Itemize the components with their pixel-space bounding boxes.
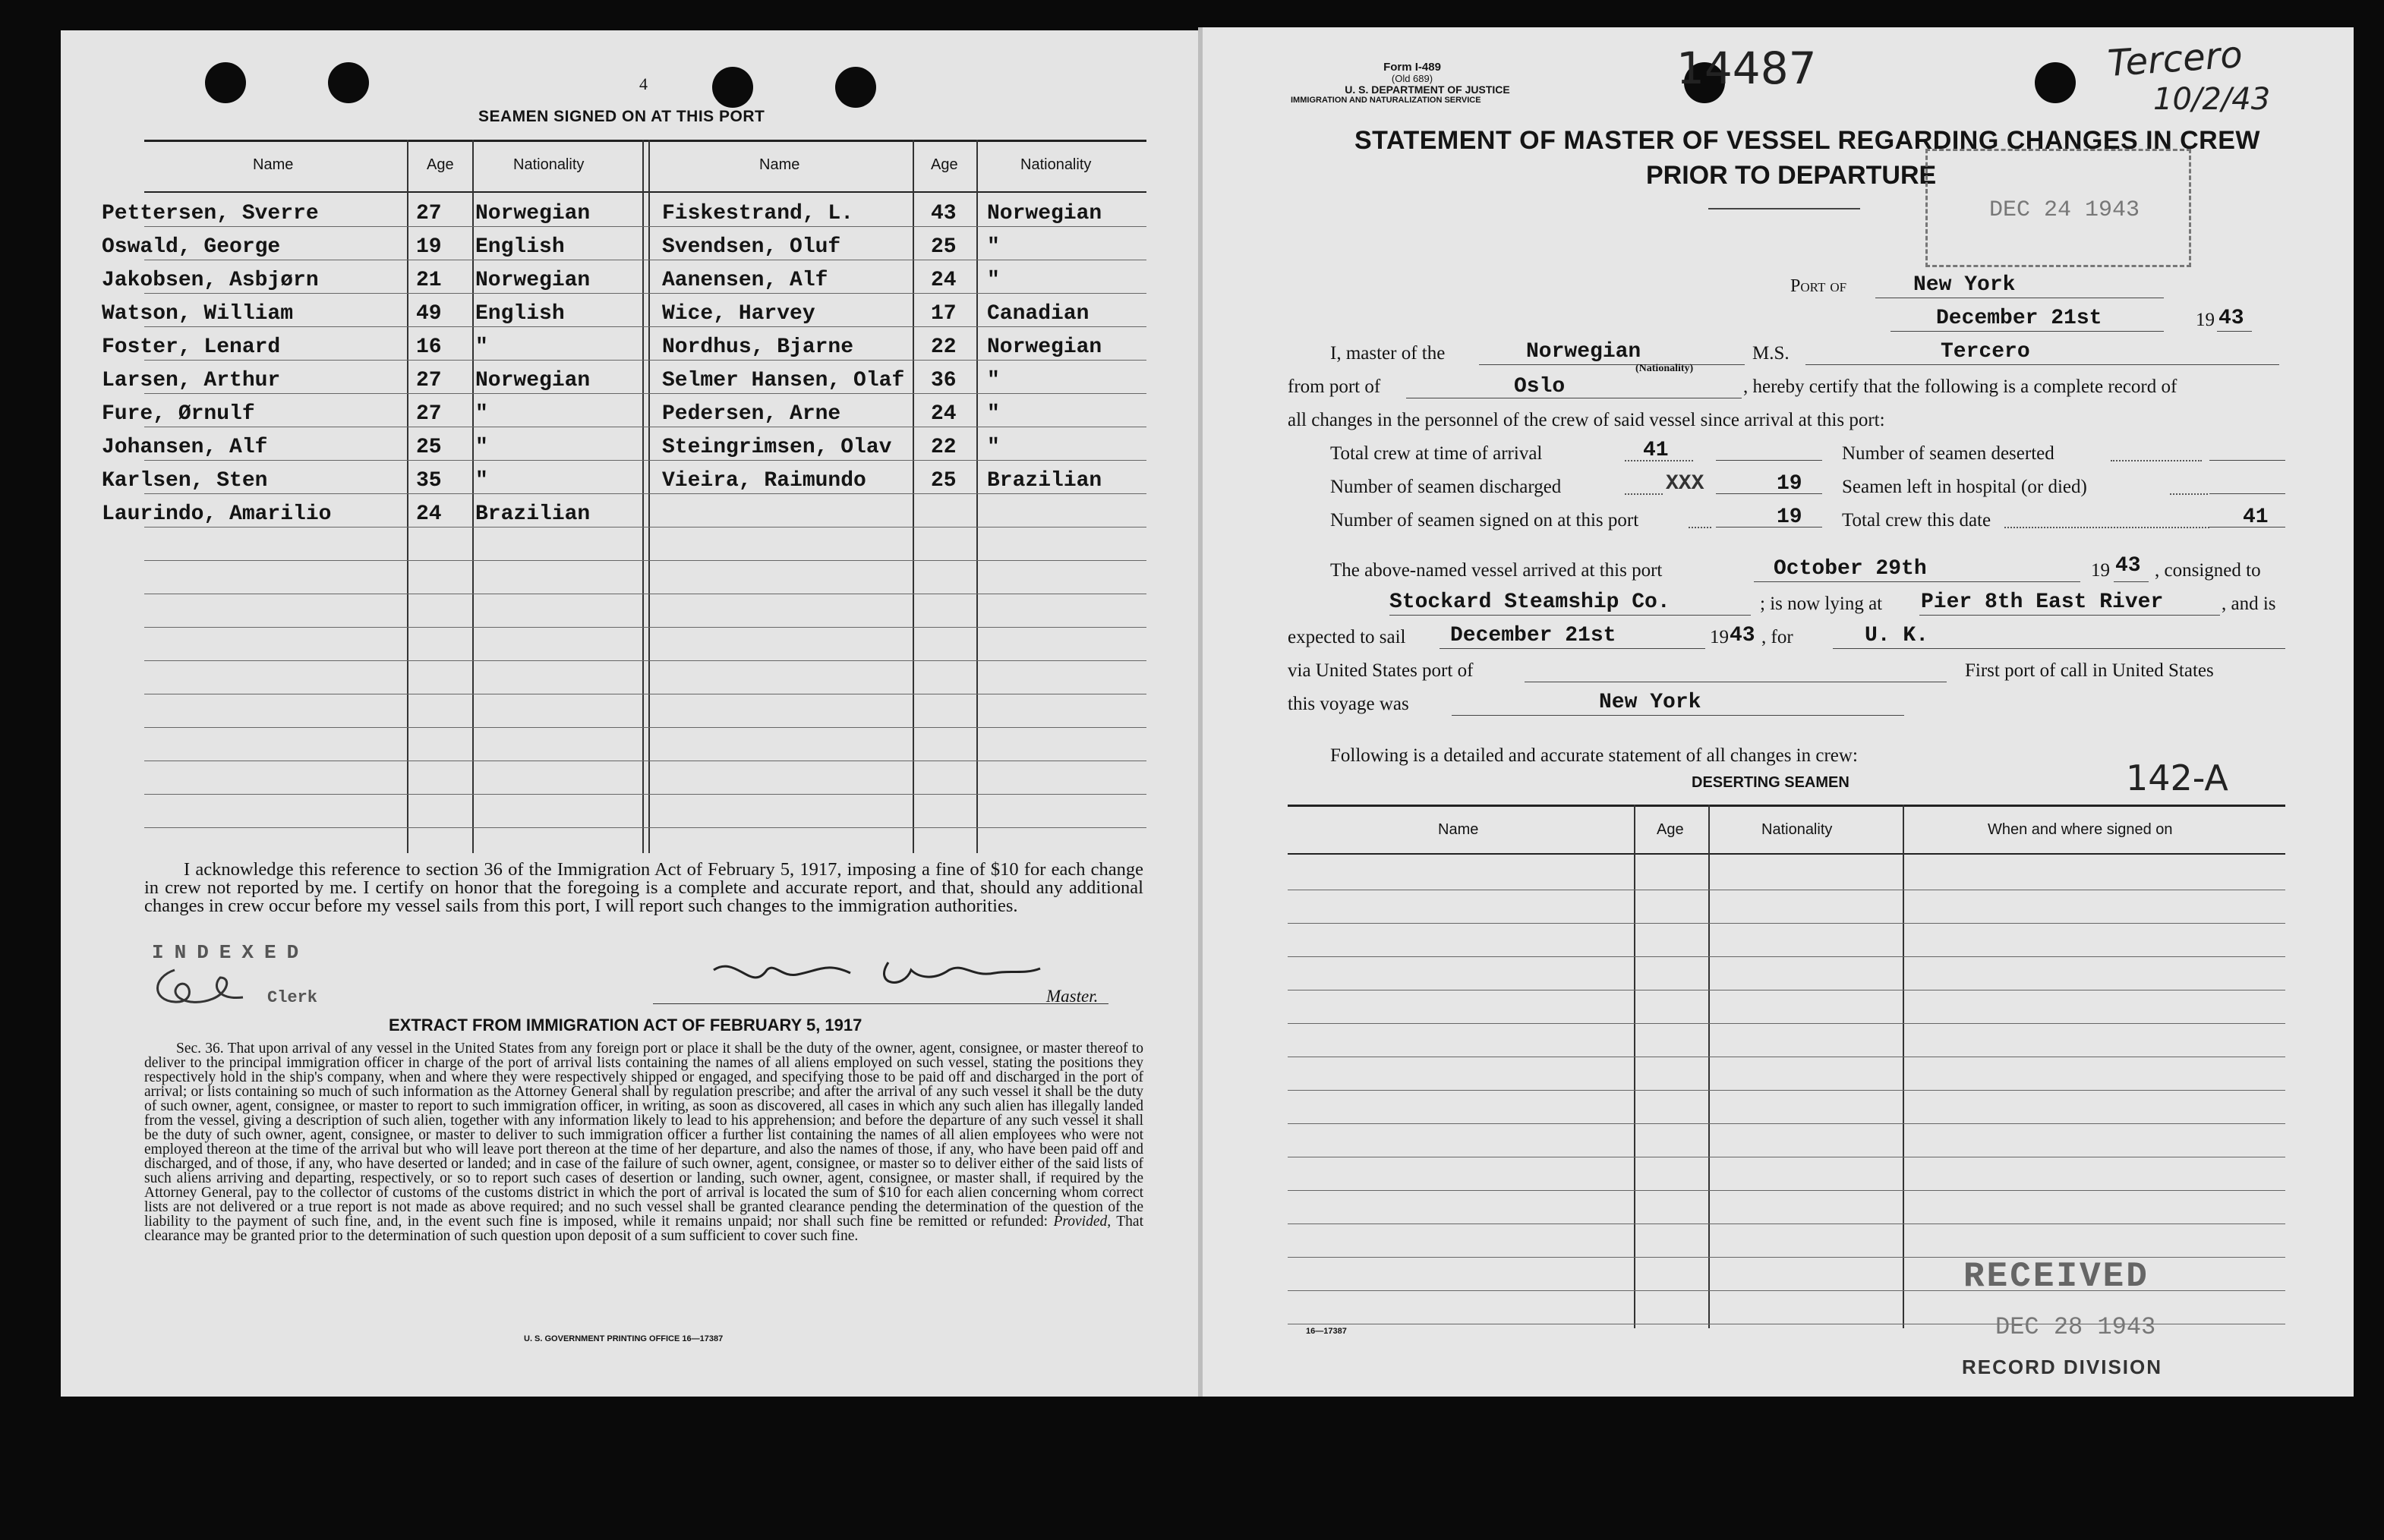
seaman-nationality: English	[475, 235, 565, 259]
seaman-age: 25	[931, 469, 957, 493]
from-port-value: Oslo	[1514, 375, 1566, 398]
for-label: , for	[1761, 627, 1793, 647]
handwritten-date: 10/2/43	[2153, 82, 2271, 117]
col-header-name: Name	[253, 156, 294, 173]
signed-on-label: Number of seamen signed on at this port	[1330, 510, 1639, 531]
seaman-name: Larsen, Arthur	[102, 369, 281, 392]
seaman-name: Vieira, Raimundo	[662, 469, 866, 493]
seaman-age: 24	[931, 402, 957, 426]
destination-value: U. K.	[1865, 624, 1929, 647]
seaman-nationality: "	[987, 402, 1000, 426]
year-prefix: 19	[2196, 310, 2215, 330]
seaman-name: Fure, Ørnulf	[102, 402, 255, 426]
page-number: 4	[639, 74, 648, 93]
col-header-nationality: Nationality	[513, 156, 585, 173]
consignee-value: Stockard Steamship Co.	[1389, 590, 1670, 614]
seaman-age: 49	[416, 302, 442, 326]
seaman-age: 22	[931, 335, 957, 359]
desert-col-signed-on: When and where signed on	[1988, 821, 2173, 838]
following-text: Following is a detailed and accurate statement of all changes in crew:	[1330, 745, 1858, 766]
seaman-name: Johansen, Alf	[102, 436, 268, 459]
arrived-label: The above-named vessel arrived at this port	[1330, 560, 1663, 581]
handwritten-number: 14487	[1676, 43, 1817, 94]
form-code: 16—17387	[1306, 1327, 1347, 1336]
seaman-nationality: Norwegian	[987, 335, 1102, 359]
punch-hole	[712, 67, 753, 108]
first-port-label: First port of call in United States	[1965, 660, 2214, 681]
ms-label: M.S.	[1752, 343, 1790, 364]
seaman-nationality: "	[987, 269, 1000, 292]
seaman-name: Wice, Harvey	[662, 302, 815, 326]
section-label: Sec. 36.	[176, 1041, 224, 1057]
seaman-age: 27	[416, 402, 442, 426]
seaman-name: Selmer Hansen, Olaf	[662, 369, 905, 392]
seaman-nationality: "	[475, 402, 488, 426]
discharged-label: Number of seamen discharged	[1330, 477, 1562, 497]
vessel-value: Tercero	[1941, 340, 2030, 364]
seaman-name: Pettersen, Sverre	[102, 202, 319, 225]
ruled-line	[1288, 956, 2285, 957]
from-port-label: from port of	[1288, 376, 1381, 397]
seaman-nationality: Norwegian	[475, 202, 591, 225]
printer-line: U. S. GOVERNMENT PRINTING OFFICE 16—17387	[524, 1334, 724, 1343]
seaman-name: Karlsen, Sten	[102, 469, 268, 493]
port-of-value: New York	[1913, 273, 2016, 297]
acknowledge-paragraph: I acknowledge this reference to section 36 of the Immigration Act of February 5, 1917, imposing a fine of $10 for each change in crew not reported by me. I certify on honor that the foregoing is a complete and accurate report, and that, should any additional changes in crew occur before my vessel sails from this port, I will report such changes to the immigration authorities.	[144, 859, 1143, 916]
port-of-label: Port of	[1790, 276, 1847, 296]
total-arrival-label: Total crew at time of arrival	[1330, 443, 1543, 464]
ruled-line	[1288, 1190, 2285, 1191]
punch-hole	[835, 67, 876, 108]
punch-hole	[328, 62, 369, 103]
col-header-age: Age	[931, 156, 958, 173]
ruled-line	[1288, 923, 2285, 924]
seaman-nationality: Canadian	[987, 302, 1090, 326]
nationality-value: Norwegian	[1526, 340, 1641, 364]
record-division-stamp: RECORD DIVISION	[1962, 1356, 2163, 1378]
ruled-line	[144, 326, 1146, 327]
total-date-label: Total crew this date	[1842, 510, 1991, 531]
seaman-age: 22	[931, 436, 957, 459]
page-fold	[1198, 27, 1203, 1397]
seaman-name: Svendsen, Oluf	[662, 235, 841, 259]
col-header-nationality: Nationality	[1020, 156, 1092, 173]
year-value: 43	[2218, 307, 2244, 330]
ruled-line	[144, 727, 1146, 728]
deserted-label: Number of seamen deserted	[1842, 443, 2054, 464]
seaman-age: 36	[931, 369, 957, 392]
seaman-age: 27	[416, 202, 442, 225]
seaman-name: Watson, William	[102, 302, 294, 326]
and-is-label: , and is	[2222, 594, 2276, 614]
seaman-age: 21	[416, 269, 442, 292]
seaman-nationality: Norwegian	[987, 202, 1102, 225]
seaman-age: 25	[931, 235, 957, 259]
department: U. S. DEPARTMENT OF JUSTICE	[1345, 83, 1510, 96]
seaman-age: 35	[416, 469, 442, 493]
seaman-name: Aanensen, Alf	[662, 269, 828, 292]
ruled-line	[144, 360, 1146, 361]
ruled-line	[144, 794, 1146, 795]
certify-text: , hereby certify that the following is a complete record of	[1743, 376, 2177, 397]
seaman-name: Oswald, George	[102, 235, 281, 259]
deserting-title: DESERTING SEAMEN	[1692, 774, 1849, 791]
received-stamp: RECEIVED	[1963, 1257, 2149, 1296]
seaman-age: 19	[416, 235, 442, 259]
desert-col-name: Name	[1438, 821, 1479, 838]
seaman-nationality: "	[475, 335, 488, 359]
seaman-name: Jakobsen, Asbjørn	[102, 269, 319, 292]
master-label: Master.	[1046, 987, 1099, 1006]
seaman-nationality: Norwegian	[475, 369, 591, 392]
seaman-name: Fiskestrand, L.	[662, 202, 854, 225]
seaman-name: Foster, Lenard	[102, 335, 281, 359]
arrived-year-prefix: 19	[2091, 560, 2110, 581]
discharged-strike: XXX	[1666, 472, 1704, 496]
lying-value: Pier 8th East River	[1921, 590, 2164, 614]
seaman-name: Nordhus, Bjarne	[662, 335, 854, 359]
service: IMMIGRATION AND NATURALIZATION SERVICE	[1291, 96, 1481, 105]
handwritten-vessel-name: Tercero	[2106, 33, 2244, 86]
discharged-value: 19	[1777, 472, 1802, 496]
ruled-line	[1288, 1023, 2285, 1024]
ruled-line	[144, 527, 1146, 528]
form-title-line2: PRIOR TO DEPARTURE	[1646, 161, 1937, 190]
arrived-value: October 29th	[1774, 557, 1927, 581]
ruled-line	[144, 827, 1146, 828]
voyage-label: this voyage was	[1288, 694, 1409, 714]
seaman-nationality: Norwegian	[475, 269, 591, 292]
desert-col-nationality: Nationality	[1761, 821, 1833, 838]
handwritten-ref: 142-A	[2126, 757, 2228, 798]
seaman-nationality: "	[987, 369, 1000, 392]
master-of-label: I, master of the	[1330, 343, 1446, 364]
expected-year-prefix: 19	[1710, 627, 1729, 647]
col-header-name: Name	[759, 156, 800, 173]
ruled-line	[144, 660, 1146, 661]
ruled-line	[1288, 1123, 2285, 1124]
seaman-name: Steingrimsen, Olav	[662, 436, 892, 459]
extract-body: Sec. 36. That upon arrival of any vessel in the United States from any foreign port or place it shall be the duty of the owner, agent, consignee, or master thereof to deliver to the principal immigration officer in charge of the port of arrival lists containing the names of all aliens employed on such vessel, stating the positions they respectively hold in the ship's company, when and where they were respectively shipped or engaged, and specifying those to be paid off and discharged in the port of arrival; or lists containing so much of such information as the Attorney General shall by regulation prescribe; and after the arrival of any such vessel it shall be the duty of such owner, agent, consignee, or master to report to such immigration officer, in writing, as soon as discovered, all cases in which any such alien has illegally landed from the vessel, giving a description of such alien, together with any information likely to lead to his apprehension; and before the departure of any such vessel it shall be the duty of such owner, agent, consignee, or master to deliver to such immigration officer a further list containing the names of all alien employees who were not employed thereon at the time of the arrival but who will leave port thereon at the time of her departure, and also the names of those, if any, who have been paid off and discharged, and of those, if any, who have deserted or landed; and in case of the failure of such owner, agent, consignee, or master so to deliver either of the said lists of such aliens arriving and departing, respectively, or so to report such cases of desertion or landing, such owner, agent, consignee, or master shall, if required by the Attorney General, pay to the collector of customs of the customs district in which the port of arrival is located the sum of $10 for each alien concerning whom correct lists are not delivered or a true report is not made as above required; and no such vessel shall be granted clearance pending the determination of the question of the liability to the payment of such fine, and, in the event such fine is imposed, while it remains unpaid; nor shall such fine be remitted or refunded: Provided, That clearance may be granted prior to the determination of such question upon deposit of a sum sufficient to cover such fine.	[144, 1041, 1143, 1244]
stamp-date: DEC 24 1943	[1989, 197, 2140, 223]
seaman-name: Laurindo, Amarilio	[102, 502, 332, 526]
punch-hole	[2035, 62, 2076, 103]
all-changes-text: all changes in the personnel of the crew of said vessel since arrival at this port:	[1288, 410, 1885, 430]
seaman-nationality: English	[475, 302, 565, 326]
punch-hole	[205, 62, 246, 103]
seaman-age: 16	[416, 335, 442, 359]
total-arrival-value: 41	[1643, 439, 1669, 462]
ruled-line	[1288, 1090, 2285, 1091]
seaman-nationality: "	[987, 235, 1000, 259]
form-title-line1: STATEMENT OF MASTER OF VESSEL REGARDING CHANGES IN CREW	[1354, 126, 2260, 155]
nationality-caption: (Nationality)	[1635, 363, 1694, 374]
received-date: DEC 28 1943	[1995, 1313, 2156, 1341]
seaman-age: 27	[416, 369, 442, 392]
arrived-year-value: 43	[2115, 554, 2141, 578]
old-form-number: (Old 689)	[1391, 73, 1433, 84]
seaman-age: 17	[931, 302, 957, 326]
seaman-nationality: "	[475, 436, 488, 459]
master-signature	[706, 947, 1055, 1000]
clerk-initials-signature	[144, 955, 258, 1016]
signed-on-value: 19	[1777, 505, 1802, 529]
expected-year-value: 43	[1730, 624, 1755, 647]
via-label: via United States port of	[1288, 660, 1474, 681]
expected-label: expected to sail	[1288, 627, 1406, 647]
extract-title: EXTRACT FROM IMMIGRATION ACT OF FEBRUARY 5, 1917	[389, 1016, 862, 1035]
signed-on-title: SEAMEN SIGNED ON AT THIS PORT	[478, 108, 765, 125]
hospital-label: Seamen left in hospital (or died)	[1842, 477, 2087, 497]
date-value: December 21st	[1936, 307, 2102, 330]
voyage-value: New York	[1599, 691, 1701, 714]
lying-label: ; is now lying at	[1760, 594, 1883, 614]
seaman-age: 25	[416, 436, 442, 459]
clerk-label: Clerk	[267, 988, 318, 1007]
ruled-line	[144, 293, 1146, 294]
indexed-stamp: INDEXED	[152, 941, 310, 964]
seaman-nationality: "	[475, 469, 488, 493]
ruled-line	[144, 493, 1146, 494]
ruled-line	[144, 560, 1146, 561]
seaman-age: 24	[931, 269, 957, 292]
ruled-line	[144, 393, 1146, 394]
seaman-age: 43	[931, 202, 957, 225]
consigned-label: , consigned to	[2155, 560, 2261, 581]
ruled-line	[144, 460, 1146, 461]
form-number: Form I-489	[1383, 61, 1441, 74]
seaman-age: 24	[416, 502, 442, 526]
seaman-name: Pedersen, Arne	[662, 402, 841, 426]
ruled-line	[1288, 1223, 2285, 1224]
seaman-nationality: "	[987, 436, 1000, 459]
seaman-nationality: Brazilian	[475, 502, 591, 526]
col-header-age: Age	[427, 156, 454, 173]
expected-value: December 21st	[1450, 624, 1616, 647]
total-date-value: 41	[2243, 505, 2269, 529]
desert-col-age: Age	[1657, 821, 1684, 838]
seaman-nationality: Brazilian	[987, 469, 1102, 493]
ruled-line	[144, 627, 1146, 628]
ruled-line	[144, 226, 1146, 227]
